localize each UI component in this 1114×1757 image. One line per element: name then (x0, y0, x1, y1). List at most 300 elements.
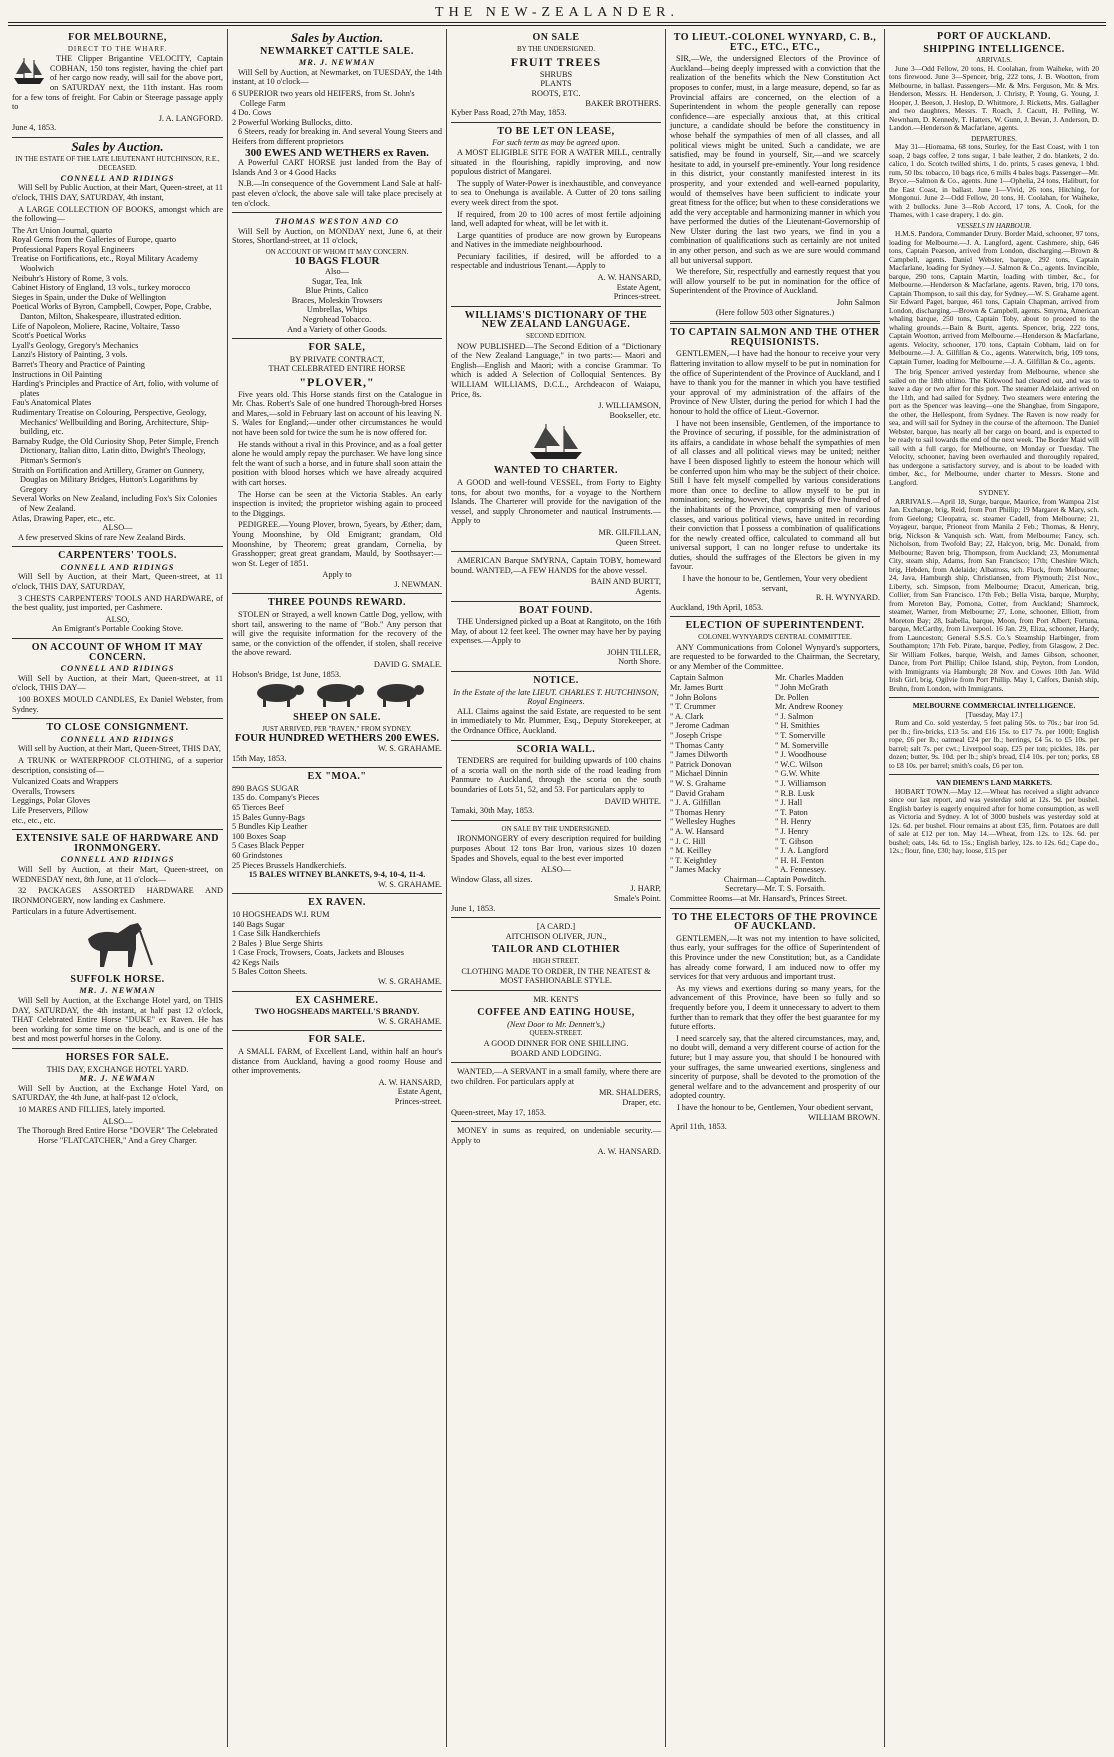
list-item: " Thomas Canty (670, 740, 724, 750)
moa-signature: W. S. GRAHAME. (377, 879, 442, 889)
smyrna-role: Agents. (635, 586, 661, 596)
secretary: Secretary—Mr. T. S. Forsaith. (725, 884, 825, 894)
list-item: Life of Napoleon, Moliere, Racine, Voltaire, Tasso (12, 321, 180, 331)
lease-body-4: Large quantities of produce are now grown by Europeans and Natives in the immediate neighbourhood. (451, 230, 661, 250)
list-item: " J. Hall (775, 798, 803, 808)
lease-signature: A. W. HANSARD, (597, 273, 661, 283)
list-item: " J. Woodhouse (775, 750, 827, 760)
notice-body: ALL Claims against the said Estate, are requested to be sent in immediately to Mr. Plummer, Esq., Deputy Storekeeper, at the Ordnance Office, Auckland. (451, 706, 661, 736)
list-item: 1 Case Silk Handkerchiefs (232, 929, 321, 939)
money-signature: A. W. HANSARD. (597, 1147, 661, 1157)
flour-item: 10 BAGS FLOUR (294, 255, 380, 268)
reward-address: Hobson's Bridge, 1st June, 1853. (232, 669, 342, 679)
raven-heading: EX RAVEN. (308, 897, 366, 909)
trunk-list (12, 777, 223, 825)
column-3 (446, 29, 665, 1747)
lease-heading: TO BE LET ON LEASE, (497, 125, 615, 137)
melbourne-body: THE Clipper Brigantine VELOCITY, Captain COBHAN, 150 tons register, having the chief part of her cargo now ready, will sail for the above port, on SATURDAY next, the 11th instant. Has room for a few tons of freight. For Cabin or Steerage passage apply to (12, 54, 223, 112)
suffolk-body: Will Sell by Auction, at the Exchange Hotel yard, on THIS DAY, SATURDAY, the 4th instant, at half past 12 o'clock, THAT Celebrated Entire Horse "DUKE" ex Raven. He has been working for some time on the beach, and is one of the best and most powerful horses in the Colony. (12, 996, 223, 1044)
columns (8, 29, 1106, 1747)
servant-address: Queen-street, May 17, 1853. (451, 1107, 546, 1117)
hardware-heading: EXTENSIVE SALE OF HARDWARE AND IRONMONGERY. (16, 833, 219, 854)
list-item: " G.W. White (775, 769, 820, 779)
list-item: 135 do. Company's Pieces (232, 793, 320, 803)
list-item: Leggings, Polar Gloves (12, 796, 91, 806)
cashmere-body: TWO HOGSHEADS MARTELL'S BRANDY. (254, 1007, 420, 1017)
fruit-list (451, 70, 661, 99)
committee-members (670, 673, 880, 874)
list-item: 1 Case Frock, Trowsers, Coats, Jackets and Blouses (232, 948, 404, 958)
list-item: Barnaby Rudge, the Old Curiosity Shop, Peter Simple, French Dictionary, Italian ditto, Latin ditto, Dwight's Theology, Pitman's Sermon's (12, 436, 219, 465)
list-item: ROOTS, ETC. (531, 88, 581, 98)
list-item: 42 Kegs Nails (232, 957, 280, 967)
ironmongery-signature: J. HARP, (630, 884, 661, 894)
list-item: " J. Williamson (775, 778, 827, 788)
list-item: " J. Salmon (775, 711, 814, 721)
list-item: 2 Powerful Working Bullocks, ditto. (232, 117, 353, 127)
list-item: " James Dilworth (670, 750, 728, 760)
sheep-heading: SHEEP ON SALE. (293, 712, 381, 724)
cattle-heading: NEWMARKET CATTLE SALE. (260, 45, 414, 57)
dictionary-signature: J. WILLIAMSON, (598, 401, 661, 411)
dictionary-role: Bookseller, etc. (609, 410, 661, 420)
dictionary-subheading: SECOND EDITION. (526, 332, 586, 341)
election-heading: ELECTION OF SUPERINTENDENT. (685, 620, 865, 632)
cashmere-signature: W. S. GRAHAME. (377, 1016, 442, 1026)
list-item: 60 Grindstones (232, 850, 283, 860)
candles-item: 100 BOXES MOULD CANDLES, Ex Daniel Webster, from Sydney. (12, 695, 223, 714)
list-item: Fau's Anatomical Plates (12, 398, 92, 408)
list-item: Braces, Moleskin Trowsers (291, 295, 383, 305)
servant-body: WANTED,—A SERVANT in a small family, where there are two children. For particulars apply at (451, 1067, 661, 1086)
reply-signature: R. H. WYNYARD. (815, 593, 880, 603)
charter-signature: MR. GILFILLAN, (598, 527, 661, 537)
lease-role: Estate Agent, (616, 282, 661, 292)
smyrna-signature: BAIN AND BURTT, (590, 577, 661, 587)
also-label: Also— (325, 267, 349, 277)
committee-rooms: Committee Rooms—at Mr. Hansard's, Princes Street. (670, 894, 848, 904)
column-4 (665, 29, 884, 1747)
list-item: etc., etc., etc. (12, 815, 56, 825)
list-item: " T. Crummer (670, 702, 716, 712)
plover-signature: J. NEWMAN. (394, 579, 442, 589)
plover-name: "PLOVER," (299, 375, 375, 389)
wynyard-more: (Here follow 503 other Signatures.) (715, 307, 835, 317)
auctioneer-name: CONNELL AND RIDINGS (60, 734, 175, 744)
auctioneer-name: CONNELL AND RIDINGS (60, 562, 175, 572)
list-item: " J. Henry (775, 826, 809, 836)
list-item: Mr. James Burtt (670, 683, 724, 692)
list-item: The Art Union Journal, quarto (12, 225, 113, 235)
plover-body-3: The Horse can be seen at the Victoria Stables. An early inspection is invited; the proprietor wishing again to proceed to the Diggings. (232, 489, 442, 518)
list-item: " A. W. Hansard (670, 826, 724, 836)
books-lead: A LARGE COLLECTION OF BOOKS, amongst which are the following— (12, 204, 223, 224)
list-item: Life Preservers, Pillow (12, 805, 89, 815)
charter-heading: WANTED TO CHARTER. (493, 465, 619, 477)
lease-body-1: A MOST ELIGIBLE SITE FOR A WATER MILL, centrally situated in the flourishing, rapidly improving, and now populous district of Mangarei. (451, 147, 661, 177)
weston-intro: Will Sell by Auction, on MONDAY next, June 6, at their Stores, Shortland-street, at 11 o'clock, (232, 226, 442, 246)
list-item: Vulcanized Coats and Wrappers (12, 777, 119, 787)
list-item: Treatise on Fortifications, etc., Royal Military Academy Woolwich (12, 254, 199, 274)
moa-list (232, 784, 442, 870)
list-item: 10 HOGSHEADS W.I. RUM (232, 909, 330, 919)
list-item: " J. A. Gilfillan (670, 798, 721, 808)
list-item: 65 Tierces Beef (232, 802, 285, 812)
stove-item: An Emigrant's Portable Cooking Stove. (51, 624, 184, 634)
scoria-signature: DAVID WHITE. (604, 796, 661, 806)
list-item: Barret's Theory and Practice of Painting (12, 360, 145, 369)
list-item: " H. H. Fenton (775, 855, 824, 865)
list-item: Rudimentary Treatise on Colouring, Perspective, Geology, Mechanics' Wellbuilding and Boring, Architecture, Ship-building, etc. (12, 407, 209, 437)
shipping-heading: SHIPPING INTELLIGENCE. (923, 43, 1065, 55)
lease-body-5: Pecuniary facilities, if desired, will be afforded to a respectable and industrious Tenant.—Apply to (451, 251, 661, 271)
charter-address: Queen Street. (615, 537, 661, 547)
list-item: Neibuhr's History of Rome, 3 vols. (12, 273, 129, 283)
sheep-signature: W. S. GRAHAME. (377, 744, 442, 753)
commercial-body: Rum and Co. sold yesterday, 5 feet paling 50s. to 70s.; bar iron 5d. per lb.; fire-bricks, £13 5s. and £16 15s. to £17 7s. per 1000; English rope, £6 per lb.; oatmeal £24 per lb.; herrings, £4 5s. to £5 10s. per barrel; salt 7s. per cwt.; Liverpool soap, £25 per ton; pickles, 18s. per dozen; butter, 9s. 10d. per lb.; ship's bread, £14 10s. per ton; porks, £8 to £8 10s. per barrel; smith's coals, £6 per ton. (889, 718, 1099, 770)
list-item: Scott's Poetical Works (12, 331, 86, 341)
list-item: Atlas, Drawing Paper, etc., etc. (12, 513, 116, 523)
list-item: Negrohead Tobacco. (302, 315, 372, 325)
plover-body-1: Five years old. This Horse stands first on the Catalogue in Mr. Chas. Robert's Sale of one hundred Thorough-bred Horses and Mares,—sold in February last on account of his leaving N. S. Wales for England;—under other circumstances he would not have been sold for twice the sum he is now offered for. (232, 389, 442, 437)
lease-body-3: If required, from 20 to 100 acres of most fertile adjoining land, well adapted for wheat, will be let with it. (451, 209, 661, 229)
list-item: 890 BAGS SUGAR (232, 783, 299, 793)
scoria-heading: SCORIA WALL. (516, 743, 596, 755)
departures-heading: DEPARTURES. (971, 134, 1017, 143)
weston-account: ON ACCOUNT OF WHOM IT MAY CONCERN. (265, 247, 409, 256)
boat-address: North Shore. (618, 657, 661, 667)
list-item: 25 Pieces Brussels Handkerchiefs. (232, 860, 347, 870)
list-item: " T. Somerville (775, 730, 826, 740)
ironmongery-date: June 1, 1853. (451, 903, 496, 913)
auction-heading: Sales by Auction. (290, 30, 384, 45)
list-item: Overalls, Trowsers (12, 786, 75, 796)
sheep-icon (232, 681, 442, 709)
list-item: " A. Fennessey. (775, 865, 827, 875)
blankets-item: 15 BALES WITNEY BLANKETS, 9-4, 10-4, 11-4. (248, 870, 426, 880)
list-item: " W.C. Wilson (775, 759, 823, 769)
steers-item: 6 Steers, ready for breaking in. And several Young Steers and Heifers from different proprietors (232, 127, 442, 146)
plover-body-2: He stands without a rival in this Province, and as a foal getter alone he would amply repay the purchaser. We have long since felt the want of such a horse, and in future shall soon attain the position with blood horses which we have already acquired with cart horses. (232, 439, 442, 487)
sydney-heading: SYDNEY. (978, 488, 1010, 497)
list-item: Straith on Fortification and Artillery, Gramer on Gunnery, Douglas on Military Bridges, Hutton's Logarithms by Gregory (12, 465, 205, 494)
list-item: Royal Gems from the Galleries of Europe, quarto (12, 235, 177, 245)
notice-estate: In the Estate of the late LIEUT. CHARLES T. HUTCHINSON, Royal Engineers. (453, 687, 659, 707)
brown-body-1: GENTLEMEN,—It was not my intention to have solicited, thus early, your suffrages for the office of Superintendent of this Province under the new Constitution; but, as a Candidate has already come forward, I am induced now to offer my services for that very arduous and important trust. (670, 933, 880, 982)
trunk-item: A TRUNK or WATERPROOF CLOTHING, of a superior description, consisting of— (12, 755, 223, 775)
sydney-body: ARRIVALS.—April 18, Surge, barque, Maurice, from Wampoa 21st Jan. Exchange, brig, Reid, from Port Phillip; 19 Margaret & Mary, sch. from Geelong; Cleopatra, sc. steamer Cadell, from Melbourne; 21, Voyageur, barque, Prioneot from Manila 2 Feb.; Thomas, & Henry, brig, Nickson & Vanquish sch. Watt, from Melbourne; Fancy, sch. Nicholson, from Twofold Bay; 22, Halcyon, brig, Mc. Donald, from Melbourne; Raven brig, Thompson, from Auckland; 23, Monumental City, steam ship, Adams, from San Francisco; 17th; Cheshire Witch, brig, Hebden, from Adelaide; Albatross, sch. Fluck, from Melbourne; 24, Java, Hamburgh ship, Christiansen, from Plymouth; 21st Nov., Liberty, sch. Simpson, from Melbourne; Dracut, American, brig, Collier, from San Francisco. 17th Feb.; Bella Vista, barque, Murphy, from Moreton Bay, Pomona, Cotter, from Auckland; Shamrock, steamer, Warner, from Melbourne; 27, Lone, schooner, Elliott, from Moreton Bay; 28, Isabella, barque, Moon, from Port Albert; Fortuna, barque, McCarthy, from Liverpool. 16 Jan. 29, Eliza, schooner, Hardy, from Launceston; General S.S.S. Co.'s Steamship Harbinger, from Southampton; 17th Feb. Pirate, barque, Pedley, from Glasgow, 2 Dec. Sir William Folkes, barque, Welsh, and James Gibson, schooner, Dance, from Port Phillip; Chiloe Island, ship, Peyton, from London, with Immigrants via Hamburgh; 28 Nov. and Cowes 10th Jan. Wild Irish Girl, brig, Ogilvie from Port Phillip. May 1, Calfors, Danish ship, Bruhn, from London, with Immigrants. (889, 496, 1099, 693)
list-item: Professional Papers Royal Engineers (12, 244, 135, 254)
also-label: ALSO— (102, 523, 133, 533)
apply-label: Apply to (322, 570, 352, 580)
reward-signature: DAVID G. SMALE. (373, 660, 442, 670)
harbour-heading: VESSELS IN HARBOUR. (956, 220, 1032, 230)
boat-signature: JOHN TILLER, (607, 647, 661, 657)
list-item: Blue Prints, Calico (305, 286, 369, 296)
sheep-date: 15th May, 1853. (232, 753, 287, 763)
list-item: Captain Salmon (670, 673, 724, 683)
harbour-body: H.M.S. Pandora, Commander Drury. Border Maid, schooner, 97 tons, loading for Melbourne.—J. A. Langford, agent. Cashmere, ship, 646 tons, Captain Pearson, arrived from London, discharging.—Brown & Campbell, agents. Daniel Webster, barque, 292 tons, Captain Macfarlane, loading for Sydney.—J. Salmon & Co., agents. Invincible, barque, 290 tons, Captain Martin, loading with timber, &c., for Melbourne.—Henderson & Macfarlane, agents. Raven, brig, 170 tons, Captain Thompson, to sail this day, for Sydney.—W. S. Grahame agent. Sir Edward Paget, barque, 461 tons, Captain Chapman, arrived from London, discharging.—Brown & Campbell, agents. Smyrna, American whaling barque, 250 tons, Captain Toby, about to proceed to the whaling grounds.—Bain & Burtt, agents. Spencer, brig, 222 tons, Captain Wootton, arrived from Melbourne.—Henderson & Macfarlane, agents. Velocity, schooner, 170 tons, Captain Cobham, laid on for Melbourne.—J. A. Gilfillan & Co., agents. Waterwitch, brig, 109 tons, Captain Turner, loading for Melbourne.—J. A. Gilfillan & Co., agents. (889, 229, 1099, 366)
list-item: Harding's Principles and Practice of Art, folio, with volume of plates (12, 379, 219, 398)
sale-subheading: BY THE UNDERSIGNED. (517, 44, 595, 53)
list-item: " W. S. Grahame (670, 778, 726, 788)
list-item: 4 Do. Cows (232, 108, 272, 118)
sheep-body: FOUR HUNDRED WETHERS 200 EWES. (234, 732, 440, 745)
auctioneer-name: MR. J. NEWMAN (79, 1074, 156, 1084)
list-item: Sieges in Spain, under the Duke of Wellington (12, 292, 167, 302)
list-item: " John McGrath (775, 683, 829, 692)
auction-heading: Sales by Auction. (71, 138, 164, 154)
brown-body-3: I need scarcely say, that the altered circumstances, may, and, no doubt will, demand a very different course of action for the future; but I may assure you, that should I be honoured with your suffrages, the same unwearied exertions, singleness and sincerity of purpose, shall be devoted to the promotion of the general welfare and to the advancement and prosperity of our adopted country. (670, 1033, 880, 1101)
list-item: 5 Bales Cotton Sheets. (232, 967, 308, 977)
wynyard-body: SIR,—We, the undersigned Electors of the Province of Auckland—being deeply impressed with a conviction that the realization of the benefits which the New Constitution Act proposes to confer, must, in a large measure, depend, so far as Provincial affairs are concerned, on the election of a Superintendent in whom the people generally can repose confidence—are especially anxious that, at this critical juncture, a candidate should be before the constituency in whose behalf the sympathies of men of all classes, and all political views might be united. Such a candidate, we are satisfied, may be found in yourself, Sir,—and we scarcely hesitate to add, in yourself pre-eminently. Your long residence in this district, your constantly manifested interest in its prosperity, and your extended and well-earned popularity, would of themselves have been sufficient to indicate your great fitness for the office; but when to these considerations we add the very acceptable and harmonizing manner in which you have performed the duties of the Lieutenant-Governorship of New Ulster during the last two years, we find in you a combination of qualifications such as certainly are not united in any other person, and such as we are sure would command all but universal support. (670, 54, 880, 265)
list-item: Dr. Pollen (775, 692, 809, 702)
fruit-address: Kyber Pass Road, 27th May, 1853. (451, 108, 567, 118)
vdl-body: HOBART TOWN.—May 12.—Wheat has received a slight advance since our last report, and was yesterday sold at 12s. 9d. per bushel. English barley is eagerly enquired after for home consumption, as well as Victoria and Sydney. A lot of 3000 bushels was yesterday sold at 12s. 6d. per bushel. Flour remains at about £35, firm. Potatoes are dull of sale at £12 per ton. May 14.—Wheat, from 12s. to 12s. 6d. per bushel; oats, 14s. 6d. to 15s.; English barley, 12s. to 12s. 6d.; Cape do., 12s.; flour, fine, £30; hay, loose, £15 per (889, 786, 1099, 855)
members-right (775, 673, 880, 874)
reward-heading: THREE POUNDS REWARD. (267, 597, 407, 609)
list-item: " Thomas Henry (670, 807, 725, 817)
list-item: " J. C. Hill (670, 836, 706, 846)
ironmongery-heading: ON SALE BY THE UNDERSIGNED. (501, 824, 611, 833)
lease-body-2: The supply of Water-Power is inexhaustible, and conveyance to sea to Onehunga is available. A Cutter of 20 tons sailing every week direct from the spot. (451, 178, 661, 207)
horses-subheading: THIS DAY, EXCHANGE HOTEL YARD. (46, 1064, 189, 1074)
column-2 (227, 29, 446, 1747)
tailor-trade: TAILOR AND CLOTHIER (491, 944, 621, 956)
ironmongery-body: IRONMONGERY of every description required for building purposes About 12 tons Bar Iron, various sizes 10 dozen Spades and Shovels, equal to the best ever imported (451, 834, 661, 863)
list-item: " T. Keightley (670, 855, 717, 865)
reply-close: I have the honour to be, Gentlemen, Your very obedient servant, (682, 574, 868, 593)
also-label: ALSO— (541, 865, 571, 875)
brown-close: I have the honour to be, Gentlemen, Your obedient servant, (676, 1102, 874, 1112)
list-item: " H. Smithies (775, 721, 820, 731)
list-item: 140 Bags Sugar (232, 919, 285, 929)
sale-heading: ON SALE (532, 32, 580, 43)
cart-horse-item: A Powerful CART HORSE just landed from the Bay of Islands And 3 or 4 Good Hacks (232, 158, 442, 177)
list-item: " T. Paton (775, 807, 808, 817)
farm-body: A SMALL FARM, of Excellent Land, within half an hour's distance from Auckland, having a good roomy House and other improvements. (232, 1047, 442, 1076)
list-item: Poetical Works of Byron, Campbell, Cowper, Pope, Crabbe, Danton, Milton, Shakespeare, illustrated edition. (12, 302, 212, 322)
plover-pedigree: PEDIGREE.—Young Plover, brown, 5years, by Æther; dam, Young Moonshine, by Old Emigrant; grandam, Old Moonshine, by Theorem; great grandam, Cornelia, by Grasshopper; great great grandam, Mauld, by Soothsayer:—won St. Leger of 1851. (232, 520, 442, 568)
ironmongery-address: Smale's Point. (613, 893, 661, 903)
books-list (12, 226, 223, 523)
boat-heading: BOAT FOUND. (519, 604, 593, 616)
horses-end: The Thorough Bred Entire Horse "DOVER" The Celebrated Horse "FLATCATCHER," And a Grey Charger. (17, 1126, 218, 1145)
raven-list (232, 910, 442, 977)
list-item: " Jerome Cadman (670, 721, 730, 731)
carpenters-heading: CARPENTERS' TOOLS. (58, 550, 177, 562)
tailor-line: CLOTHING MADE TO ORDER, IN THE NEATEST & MOST FASHIONABLE STYLE. (461, 966, 651, 986)
melbourne-heading: FOR MELBOURNE, (68, 32, 167, 43)
list-item: Mr. Andrew Rooney (775, 702, 843, 712)
farm-signature: A. W. HANSARD, (378, 1077, 442, 1087)
tailor-address: HIGH STREET. (532, 956, 580, 965)
kent-street: QUEEN-STREET. (529, 1029, 583, 1038)
card-label: [A CARD.] (536, 922, 576, 932)
list-item: " John Bolons (670, 692, 717, 702)
wynyard-body-2: We therefore, Sir, respectfully and earnestly request that you will allow yourself to be put in nomination for the office of Superintendent of the Province of Auckland. (670, 267, 880, 296)
also-label: ALSO— (102, 1116, 133, 1126)
bird-skins: A few preserved Skins of rare New Zealand Birds. (18, 532, 186, 542)
estate-line: IN THE ESTATE OF THE LATE LIEUTENANT HUTCHINSON, R.E., DECEASED. (15, 154, 220, 173)
election-subheading: COLONEL WYNYARD'S CENTRAL COMMITTEE. (698, 633, 852, 642)
members-left (670, 673, 775, 874)
money-body: MONEY in sums as required, on undeniable security.—Apply to (451, 1126, 661, 1145)
raven-signature: W. S. GRAHAME. (377, 977, 442, 987)
arrivals-heading: ARRIVALS. (976, 56, 1012, 64)
melbourne-signature: J. A. LANGFORD. (158, 113, 223, 123)
list-item: Lyall's Geology, Gregory's Mechanics (12, 340, 139, 350)
list-item: 100 Boxes Soap (232, 831, 286, 841)
list-item: " Michael Dinnin (670, 769, 728, 779)
list-item: 6 SUPERIOR two years old HEIFERS, from St. John's College Farm (232, 88, 415, 108)
lease-address: Princes-street. (613, 292, 661, 302)
servant-role: Draper, etc. (622, 1098, 661, 1108)
wynyard-heading: TO LIEUT.-COLONEL WYNYARD, C. B., ETC., ETC., ETC., (673, 32, 877, 53)
kent-name: COFFEE AND EATING HOUSE, (477, 1007, 635, 1019)
kent-subheading: (Next Door to Mr. Dennett's,) (507, 1019, 605, 1029)
dictionary-body: NOW PUBLISHED—The Second Edition of a "Dictionary of the New Zealand Language," in two parts:— Maori and English—English and Maori; with a concise Grammar. To which is added A Selection of Colloquial Sentences. By WILLIAM WILLIAMS, D.C.L., Archdeacon of Waiapu, Price, 8s. (451, 341, 661, 399)
reward-body: STOLEN or Strayed, a well known Cattle Dog, yellow, with short tail, answering to the name of "Bob." Any person that will give the requisite information for the recovery of the same, or the conviction of the offender, if stolen, shall receive the above reward. (232, 610, 442, 658)
list-item: " Patrick Donovan (670, 759, 732, 769)
commercial-date: [Tuesday, May 17.] (965, 709, 1023, 719)
kent-board: BOARD AND LODGING. (510, 1048, 602, 1058)
auctioneer-name: MR. J. NEWMAN (79, 986, 156, 996)
column-1 (8, 29, 227, 1747)
list-item: " James Macky (670, 865, 721, 875)
scoria-body: TENDERS are required for building upwards of 100 chains of a scoria wall on the north side of the road leading from Panmure to Auckland, through the scoria on the south boundaries of Lots 51, 52, and 53. For particulars apply to (451, 756, 661, 794)
reply-body-1: GENTLEMEN,—I have had the honour to receive your very flattering invitation to allow myself to be put in nomination for the office of Superintendent of the Province of Auckland, and I have to thank you for the manner in which you have testified your approval of my administration of the affairs of the Province of New Ulster, during the period for which I had the honour to hold the office of Lieut.-Governor. (670, 349, 880, 416)
horses-item: 10 MARES AND FILLIES, lately imported. (18, 1105, 166, 1114)
horses-body: Will Sell by Auction, at the Exchange Hotel Yard, on SATURDAY, the 4th June, at half-past 12 o'clock, (12, 1083, 223, 1103)
list-item: 15 Bales Gunny-Bags (232, 812, 305, 822)
reply-body-2: I have not been insensible, Gentlemen, of the importance to the Province of securing, if possible, for the administration of its affairs, a candidate in whose behalf the sympathies of men of all classes and all political views may be united; neither have I been disposed lightly to esteem the honour which will be conferred upon him who may be the subject of their choice. Still I have felt myself compelled by various considerations more than once to decline to allow myself to be put in nomination; seeing, however, that upwards of five hundred of the inhabitants of the Province, comprising men of various classes, and various political views, have united in recording their conviction that I possess a combination of qualifications for the newly created office, calculated to command all but universal support, I can no longer refuse to undertake its duties, should the suffrages of the Electors be given in my favour. (670, 418, 880, 572)
smyrna-body: AMERICAN Barque SMYRNA, Captain TOBY, homeward bound. WANTED,—A FEW HANDS for the above vessel. (451, 556, 661, 575)
masthead: THE NEW-ZEALANDER. (435, 5, 679, 20)
wynyard-signature: John Salmon (836, 298, 880, 308)
list-item: 5 Bundles Kip Leather (232, 822, 308, 832)
tailor-name: AITCHISON OLIVER, JUN., (505, 931, 607, 941)
ship-icon (12, 56, 46, 89)
fruit-heading: FRUIT TREES (510, 55, 602, 70)
brown-date: April 11th, 1853. (670, 1122, 727, 1132)
list-item: Several Works on New Zealand, including Fox's Six Colonies of New Zealand. (12, 494, 218, 513)
horse-icon (12, 919, 223, 971)
plover-lead: THAT CELEBRATED ENTIRE HORSE (268, 364, 406, 374)
cashmere-heading: EX CASHMERE. (295, 994, 379, 1006)
carpenters-intro: Will Sell by Auction, at their Mart, Queen-street, at 11 o'clock, THIS DAY, SATURDAY, (12, 572, 223, 592)
plover-heading: FOR SALE, (308, 342, 366, 354)
consignment-heading: TO CLOSE CONSIGNMENT. (46, 722, 189, 734)
ship-icon (451, 422, 661, 462)
hardware-note: Particulars in a future Advertisement. (12, 907, 137, 917)
list-item: " M. Keilley (670, 846, 712, 856)
kent-heading: MR. KENT'S (533, 994, 579, 1004)
ewes-item: 300 EWES AND WETHERS ex Raven. (245, 146, 429, 159)
list-item: Lanzi's History of Painting, 3 vols. (12, 350, 128, 360)
auctioneer-name: CONNELL AND RIDINGS (60, 664, 175, 674)
books-intro: Will Sell by Public Auction, at their Mart, Queen-street, at 11 o'clock, THIS DAY, SATURDAY, 4th instant, (12, 183, 223, 202)
dictionary-heading: WILLIAMS'S DICTIONARY OF THE NEW ZEALAND LANGUAGE. (464, 309, 648, 331)
auctioneer-name: CONNELL AND RIDINGS (60, 855, 175, 865)
lease-subheading: For such term as may be agreed upon. (492, 138, 620, 148)
list-item: Cabinet History of England, 13 vols., turkey morocco (12, 283, 191, 293)
masthead-rule (8, 22, 1106, 26)
charter-body: A GOOD and well-found VESSEL, from Forty to Eighty tons, for about two months, for a voyage to the Northern Islands. The Charterer will provide for the navigation of the vessel, and supply Chronometer and nautical Instruments.—Apply to (451, 477, 661, 526)
arrivals-body: June 3—Odd Fellow, 20 tons, H. Coolahan, from Waiheke, with 20 tons firewood. June 3—Spencer, brig, 222 tons, J. B. Wootton, from Melbourne, in ballast. Passengers—Mr. & Mrs. Ferguson, Mr. & Mrs. Henderson, Messrs. H. Henderson, J. Christy, P. Young, G. Young, J. Hooper, J. Beeson, J. Heslop, D. Whitmore, J. Ricketts, Mrs. Gallagher and two daughters, Messrs. T. Roach, J. Cacutt, H. Pelling, W. Newnham, D. Kennedy, T. Hatters, W. Gunn, J. Bevan, J. Anderson, D. Landon.—Henderson & Macfarlane, agents. (889, 63, 1099, 132)
list-item: Mr. Charles Madden (775, 673, 844, 683)
auctioneer-name: MR. J. NEWMAN (298, 58, 376, 68)
notice-heading: NOTICE. (533, 675, 579, 687)
list-item: Sugar, Tea, Ink (311, 276, 363, 286)
list-item: " J. A. Langford (775, 846, 829, 856)
harbour-note: The brig Spencer arrived yesterday from Melbourne, whence she sailed on the 18th ultimo. The Kirkwood had cleared out, and was to leave a day or two after for this port. The steamer Adelaide arrived on the 11th, and had sailed for Sydney. Two steamers were entering the port as the Spencer was leaving—one the Shanghae, from Singapore, the other, the Hellespont, from Sydney. The Raven is now ready for sea, and will sail for Sydney in the course of the afternoon. The Daniel Webster, barque, has nearly all her cargo on board, and is expected to be ready to sail towards the end of the next week. The Border Maid will sail with a full cargo, for Melbourne, on Monday or Tuesday. The Velocity, schooner, having been overhauled and thoroughly repaired, has undergone a satisfactory survey, and is about to be loaded with timber, &c., for Melbourne, under charter to Messrs. Stone and Langford. (889, 367, 1099, 487)
suffolk-heading: SUFFOLK HORSE. (70, 973, 165, 985)
departures-body: May 31—Hiomama, 68 tons, Sturley, for the East Coast, with 1 ton soap, 2 bags coffee, 2 tons sugar, 1 bale leather, 2 do. blankets, 2 do. calico, 1 do. Scotch twilled shirts, 1 do. prints, 5 cases geneva, 1 bhd. rum, 50 lbs. tobacco, 10 bags rice, 6 mills 4 bales bags. Passenger—Mr. Bryce.—Salmon & Co., agents. June 1—Ophelia, 24 tons, Haliburt, for the East Coast, in ballast. June 1—Vivid, 26 tons, Hitching, for Mongonui. June 2—Odd Fellow, 20 tons, H. Coolahan, for Waiheke, with 2 bullocks. June 3—Rob Accord, 17 tons, A. Cook, for the Thames, with 1 case drapery, 1 do. gin. (889, 142, 1099, 219)
brown-body-2: As my views and exertions during so many years, for the advancement of this Province, have been so fully and so frequently before you, I deem it unnecessary to advert to them further than to remark that they offer the best guarantee for my future efforts. (670, 983, 880, 1032)
port-heading: PORT OF AUCKLAND. (937, 31, 1051, 42)
list-item: " R.B. Lusk (775, 788, 815, 798)
list-item: Umbrellas, Whips (306, 305, 368, 315)
list-item: " H. Henry (775, 817, 812, 827)
list-item: 2 Bales } Blue Serge Shirts (232, 938, 323, 948)
melbourne-subheading: DIRECT TO THE WHARF. (67, 44, 168, 53)
servant-signature: MR. SHALDERS, (598, 1088, 661, 1098)
horses-heading: HORSES FOR SALE. (65, 1052, 170, 1064)
list-item: PLANTS (540, 79, 572, 89)
reply-date: Auckland, 19th April, 1853. (670, 602, 764, 612)
account-heading: ON ACCOUNT OF WHOM IT MAY CONCERN. (31, 642, 204, 663)
list-item: And a Variety of other Goods. (287, 324, 387, 334)
ironmongery-glass: Window Glass, all sizes. (451, 874, 533, 884)
list-item: SHRUBS (539, 69, 573, 79)
account-intro: Will Sell by Auction, at their Mart, Queen-street, at 11 o'clock, THIS DAY— (12, 673, 223, 693)
list-item: " M. Somerville (775, 740, 829, 750)
list-item: " Joseph Crispe (670, 730, 722, 740)
brown-signature: WILLIAM BROWN. (808, 1112, 880, 1122)
carpenters-item: 3 CHESTS CARPENTERS' TOOLS AND HARDWARE, of the best quality, just imported, per Cashmere. (12, 593, 223, 613)
hardware-item: 32 PACKAGES ASSORTED HARDWARE AND IRONMONGERY, now landing ex Cashmere. (12, 886, 223, 905)
cattle-intro: Will Sell by Auction, at Newmarket, on TUESDAY, the 14th instant, at 10 o'clock— (232, 67, 442, 87)
election-body: ANY Communications from Colonel Wynyard's supporters, are requested to be forwarded to the Chairman, the Secretary, or any Member of the Committee. (670, 642, 880, 671)
list-item: " David Graham (670, 788, 725, 798)
list-item: Instructions in Oil Painting (12, 369, 103, 379)
vdl-heading: VAN DIEMEN'S LAND MARKETS. (936, 778, 1052, 787)
melbourne-date: June 4, 1853. (12, 123, 57, 133)
list-item: " Wellesley Hughes (670, 817, 736, 827)
boat-body: THE Undersigned picked up a Boat at Rangitoto, on the 16th May, of about 12 feet keel. The owner may have her by paying expenses.—Apply to (451, 617, 661, 646)
farm-heading: FOR SALE. (308, 1034, 366, 1046)
cattle-list (232, 89, 442, 127)
cattle-note: N.B.—In consequence of the Government Land Sale at half-past eleven o'clock, the above sale will take place precisely at ten o'clock. (232, 179, 442, 208)
reply-heading: TO CAPTAIN SALMON AND THE OTHER REQUISIONISTS. (670, 327, 880, 348)
scoria-address: Tamaki, 30th May, 1853. (451, 806, 535, 816)
list-item: 5 Cases Black Pepper (232, 841, 305, 851)
hardware-intro: Will Sell by Auction, at their Mart, Queen-street, on WEDNESDAY next, 8th June, at 11 o'clock— (12, 864, 223, 884)
fruit-signature: BAKER BROTHERS. (585, 98, 661, 108)
consignment-intro: Will sell by Auction, at their Mart, Queen-Street, THIS DAY, (18, 744, 221, 754)
brown-heading: TO THE ELECTORS OF THE PROVINCE OF AUCKLAND. (672, 911, 878, 933)
list-item: " T. Gibson (775, 836, 813, 846)
plover-subheading: BY PRIVATE CONTRACT, (289, 354, 385, 364)
weston-heading: THOMAS WESTON AND CO (274, 217, 400, 227)
weston-list (232, 277, 442, 335)
moa-heading: EX "MOA." (307, 771, 367, 783)
chairman: Chairman—Captain Powditch. (723, 874, 827, 884)
list-item: " A. Clark (670, 711, 704, 721)
commercial-heading: MELBOURNE COMMERCIAL INTELLIGENCE. (912, 701, 1076, 710)
column-5 (884, 29, 1103, 1747)
